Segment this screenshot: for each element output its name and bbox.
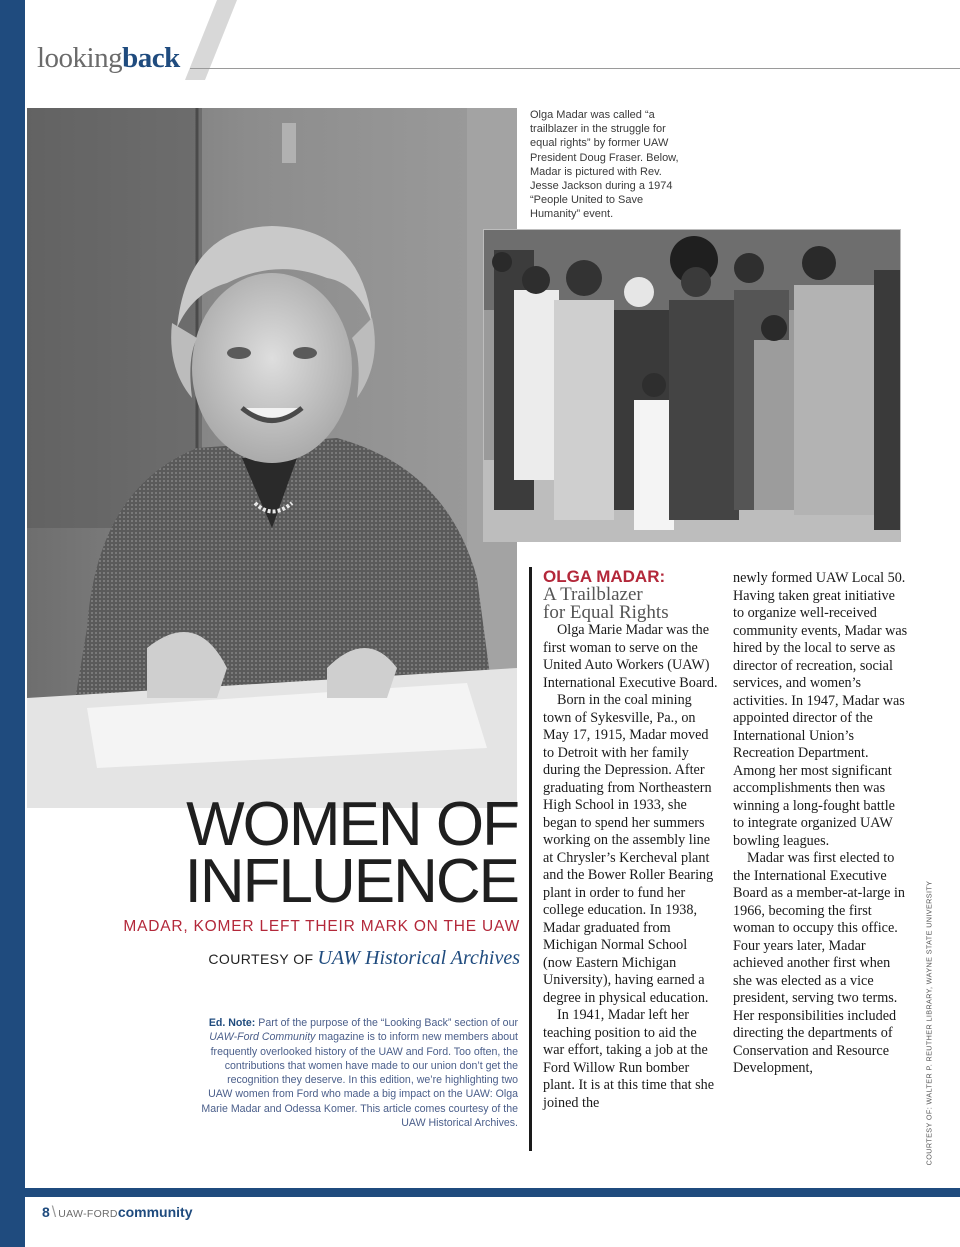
portrait-photo <box>27 108 517 808</box>
page-number: 8 <box>42 1204 50 1220</box>
left-accent-bar <box>0 0 25 1247</box>
group-photo-image <box>484 230 900 541</box>
article-paragraph: In 1941, Madar left her teaching position to aid the war effort, taking a job at the Ford Willow Run bomber plant. It is at this time that she joined the <box>543 1007 715 1111</box>
article-kicker: OLGA MADAR: <box>543 567 666 586</box>
courtesy-line <box>100 947 520 970</box>
article-deck-line2: for Equal Rights <box>543 602 669 623</box>
editor-note-lead: Ed. Note: <box>208 1017 256 1029</box>
article-column-2 <box>733 570 909 1078</box>
editor-note <box>200 1016 518 1130</box>
article-body-col2 <box>733 570 909 1078</box>
article-body-col1 <box>543 622 719 1112</box>
courtesy-org: UAW Historical Archives <box>317 947 520 969</box>
publication-name-part1: UAW-FORD <box>58 1208 118 1220</box>
article-paragraph: Olga Marie Madar was the first woman to serve on the United Auto Workers (UAW) International Executive Board. <box>543 622 718 691</box>
headline-line2: INFLUENCE <box>184 847 518 916</box>
group-photo <box>483 229 901 542</box>
portrait-photo-image <box>27 108 517 808</box>
editor-note-magazine: UAW-Ford Community <box>209 1031 316 1044</box>
section-title-word2: back <box>122 42 180 74</box>
article-rule <box>529 567 532 1151</box>
article-paragraph: Madar was first elected to the International Executive Board as a member-at-large in 1966, becoming the first woman to occupy this office. Four years later, Madar achieved another first when she was elected as a vice president, serving two terms. Her responsibilities included directing the departments of Conservation and Resource Development, <box>733 850 905 1076</box>
section-title-word1: looking <box>37 42 123 74</box>
courtesy-label: COURTESY OF <box>208 951 314 967</box>
header-rule <box>190 68 960 69</box>
article-paragraph: Born in the coal mining town of Sykesville, Pa., on May 17, 1915, Madar moved to Detroit with her family during the Depression. After graduating from Northeastern High School in 1933, she began to spend her summers working on the assembly line at Chrysler’s Kercheval plant and the Bower Roller Bearing plant in order to fund her college education. In 1938, Madar graduated from Michigan Normal School (now Eastern Michigan University), having earned a degree in physical education. <box>543 692 714 1006</box>
headline <box>140 790 518 916</box>
footer <box>42 1204 193 1222</box>
photo-credit <box>919 880 939 1166</box>
publication-name-part2: community <box>117 1204 193 1220</box>
section-title <box>37 42 180 75</box>
footer-slash-icon: \ <box>51 1204 57 1221</box>
editor-note-text-1: Part of the purpose of the “Looking Back” section of our <box>258 1017 518 1029</box>
article-deck-line1: A Trailblazer <box>543 584 643 605</box>
article-paragraph: newly formed UAW Local 50. Having taken great initiative to organize well-received community events, Madar was hired by the local to serve as director of recreation, social services, and women’s activities. In 1947, Madar was appointed director of the International Union’s Recreation Department. Among her most significant accomplishments then was winning a long-fought battle to integrate organized UAW bowling leagues. <box>733 570 908 849</box>
footer-bar <box>25 1188 960 1197</box>
subhead: MADAR, KOMER LEFT THEIR MARK ON THE UAW <box>123 918 520 935</box>
headline-line1: WOMEN OF <box>186 790 518 859</box>
photo-credit-text: COURTESY OF: WALTER P. REUTHER LIBRARY, WAYNE STATE UNIVERSITY <box>924 880 934 1166</box>
editor-note-text-2: magazine is to inform new members about frequently overlooked history of the UAW and Ford. Too often, the contributions that women have made to our union don’t get the recognition they deserve. In this edition, we’re highlighting two UAW women from Ford who made a big impact on the UAW: Olga Marie Madar and Odessa Komer. This article comes courtesy of the UAW Historical Archives. <box>201 1031 518 1130</box>
article-column-1 <box>543 567 719 1112</box>
photo-caption: Olga Madar was called “a trailblazer in the struggle for equal rights” by former UAW President Doug Fraser. Below, Madar is pictured with Rev. Jesse Jackson during a 1974 “People United to Save Humanity” event. <box>530 109 679 221</box>
